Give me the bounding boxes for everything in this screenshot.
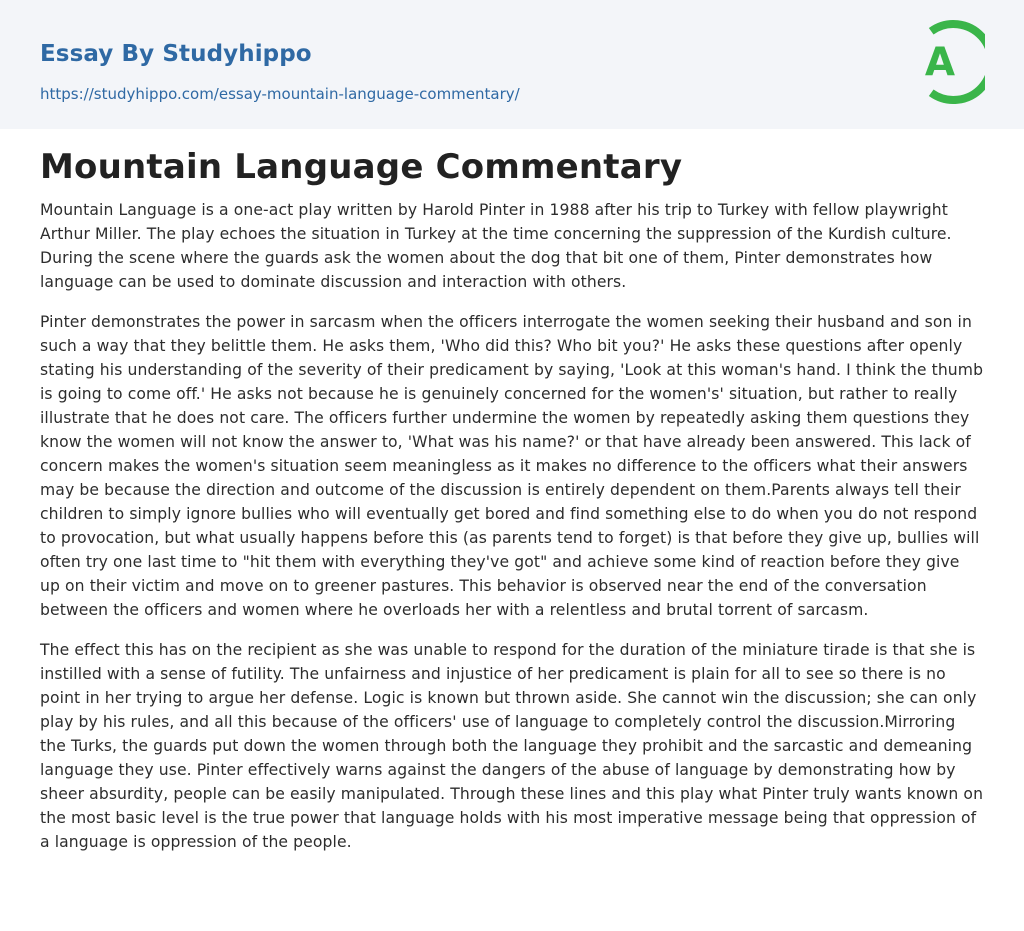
article-paragraph: Pinter demonstrates the power in sarcasm when the officers interrogate the women seeking their husband and son in such a way that they belittle them. He asks them, 'Who did this? Who bit you?' He asks these questions after openly stating his understanding of the severity of their predicament by saying, 'Look at this woman's hand. I think the thumb is going to come off.' He asks not because he is genuinely concerned for the women's' situation, but rather to really illustrate that he does not care. The officers further undermine the women by repeatedly asking them questions they know the women will not know the answer to, 'What was his name?' or that have already been answered. This lack of concern makes the women's situation seem meaningless as it makes no difference to the officers what their answers may be because the direction and outcome of the discussion is entirely dependent on them.Parents always tell their children to simply ignore bullies who will eventually get bored and find something else to do when you do not respond to provocation, but what usually happens before this (as parents tend to forget) is that before they give up, bullies will often try one last time to "hit them with everything they've got" and achieve some kind of reaction before they give up on their victim and move on to greener pastures. This behavior is observed near the end of the conversation between the officers and women where he overloads her with a relentless and brutal torrent of sarcasm. (40, 313, 984, 619)
article-paragraph: Mountain Language is a one-act play written by Harold Pinter in 1988 after his trip to Turkey with fellow playwright Arthur Miller. The play echoes the situation in Turkey at the time concerning the suppression of the Kurdish culture. During the scene where the guards ask the women about the dog that bit one of them, Pinter demonstrates how language can be used to dominate discussion and interaction with others. (40, 201, 952, 291)
article-paragraph: The effect this has on the recipient as she was unable to respond for the duration of the miniature tirade is that she is instilled with a sense of futility. The unfairness and injustice of her predicament is plain for all to see so there is no point in her trying to argue her defense. Logic is known but thrown aside. She cannot win the discussion; she can only play by his rules, and all this because of the officers' use of language to completely control the discussion.Mirroring the Turks, the guards put down the women through both the language they prohibit and the sarcastic and demeaning language they use. Pinter effectively warns against the dangers of the abuse of language by demonstrating how by sheer absurdity, people can be easily manipulated. Through these lines and this play what Pinter truly wants known on the most basic level is the true power that language holds with his most imperative message being that oppression of a language is oppression of the people. (40, 641, 984, 851)
site-brand[interactable]: Essay By Studyhippo (40, 41, 312, 67)
studyhippo-logo-icon[interactable] (913, 19, 985, 105)
logo-letter: A (924, 40, 956, 85)
article-title: Mountain Language Commentary (40, 147, 683, 187)
source-url-link[interactable]: https://studyhippo.com/essay-mountain-language-commentary/ (40, 85, 520, 103)
article-body (40, 198, 984, 854)
site-header (0, 0, 1024, 129)
